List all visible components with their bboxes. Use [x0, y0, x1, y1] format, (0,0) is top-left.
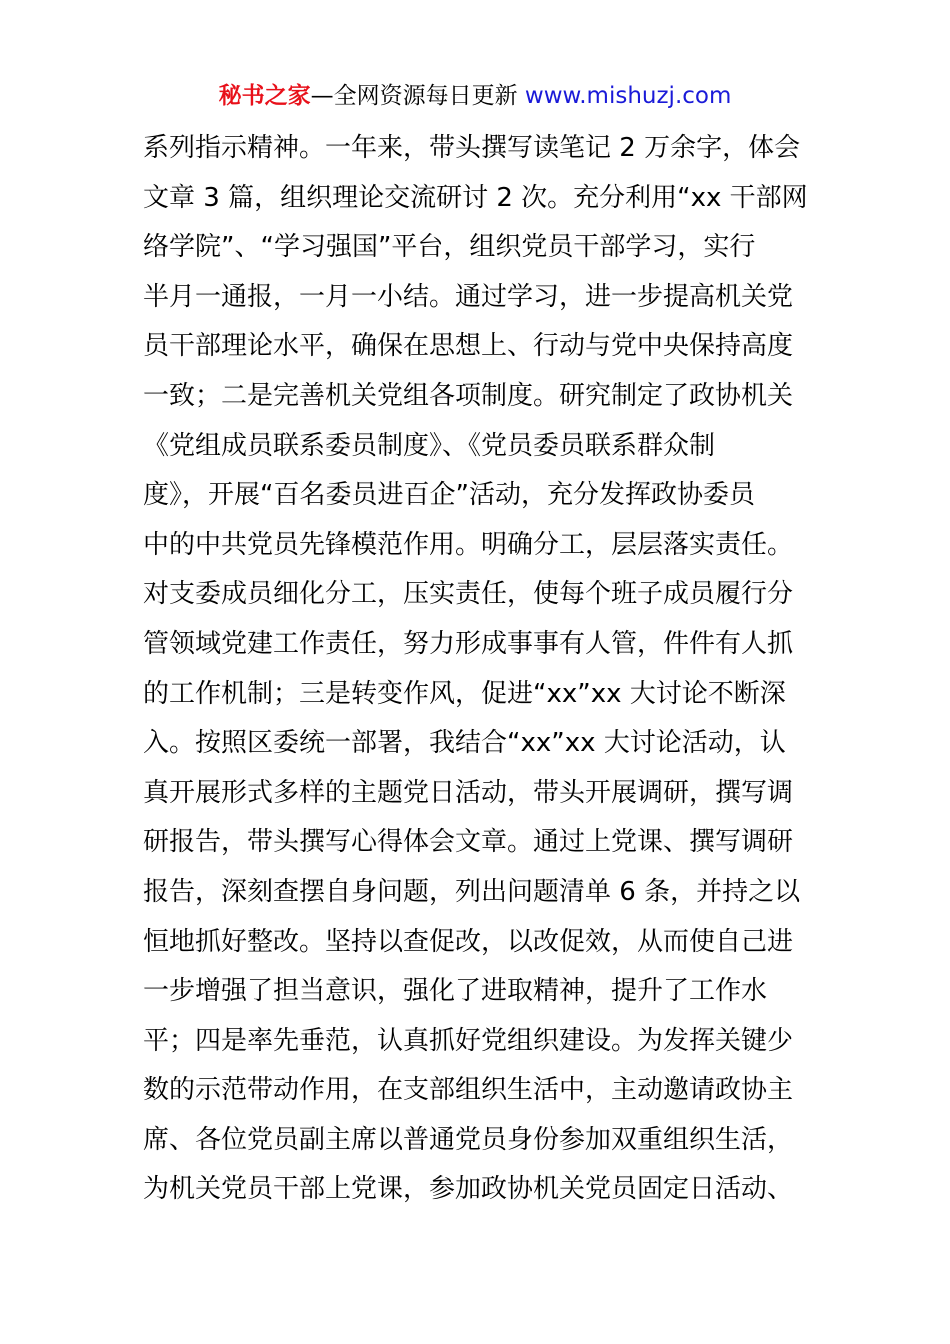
text-line: 管领域党建工作责任，努力形成事事有人管，件件有人抓: [143, 628, 794, 659]
text-line: 的工作机制；三是转变作风，促进“xx”xx 大讨论不断深: [143, 678, 786, 709]
text-line: 《党组成员联系委员制度》、《党员委员联系群众制: [143, 430, 716, 461]
text-line: 半月一通报，一月一小结。通过学习，进一步提高机关党: [143, 281, 794, 312]
text-line: 入。按照区委统一部署，我结合“xx”xx 大讨论活动，认: [143, 728, 786, 759]
site-brand: 秘书之家: [218, 83, 311, 109]
text-line: 一步增强了担当意识，强化了进取精神，提升了工作水: [143, 976, 768, 1007]
text-line: 真开展形式多样的主题党日活动，带头开展调研，撰写调: [143, 777, 794, 808]
site-header: [0, 80, 950, 112]
site-tagline: —全网资源每日更新: [310, 83, 525, 109]
text-line: 系列指示精神。一年来，带头撰写读笔记 2 万余字，体会: [143, 133, 801, 163]
text-line: 员干部理论水平，确保在思想上、行动与党中央保持高度: [143, 331, 794, 362]
text-line: 对支委成员细化分工，压实责任，使每个班子成员履行分: [143, 579, 794, 610]
text-line: 平；四是率先垂范，认真抓好党组织建设。为发挥关键少: [143, 1025, 794, 1056]
text-line: 数的示范带动作用，在支部组织生活中，主动邀请政协主: [143, 1075, 794, 1106]
text-line: 恒地抓好整改。坚持以查促改，以改促效，从而使自己进: [143, 926, 794, 957]
text-line: 络学院”、“学习强国”平台，组织党员干部学习，实行: [143, 232, 756, 263]
text-line: 为机关党员干部上党课，参加政协机关党员固定日活动、: [143, 1174, 794, 1205]
text-line: 一致；二是完善机关党组各项制度。研究制定了政协机关: [143, 380, 794, 411]
site-url-link[interactable]: www.mishuzj.com: [524, 83, 732, 109]
text-line: 席、各位党员副主席以普通党员身份参加双重组织生活，: [143, 1124, 794, 1155]
text-line: 度》，开展“百名委员进百企”活动，充分发挥政协委员: [143, 480, 755, 511]
text-line: 中的中共党员先锋模范作用。明确分工，层层落实责任。: [143, 529, 794, 560]
text-line: 研报告，带头撰写心得体会文章。通过上党课、撰写调研: [143, 827, 794, 858]
text-line: 报告，深刻查摆自身问题，列出问题清单 6 条，并持之以: [143, 876, 801, 907]
text-line: 文章 3 篇，组织理论交流研讨 2 次。充分利用“xx 干部网: [143, 182, 808, 213]
document-body: [143, 124, 813, 1215]
